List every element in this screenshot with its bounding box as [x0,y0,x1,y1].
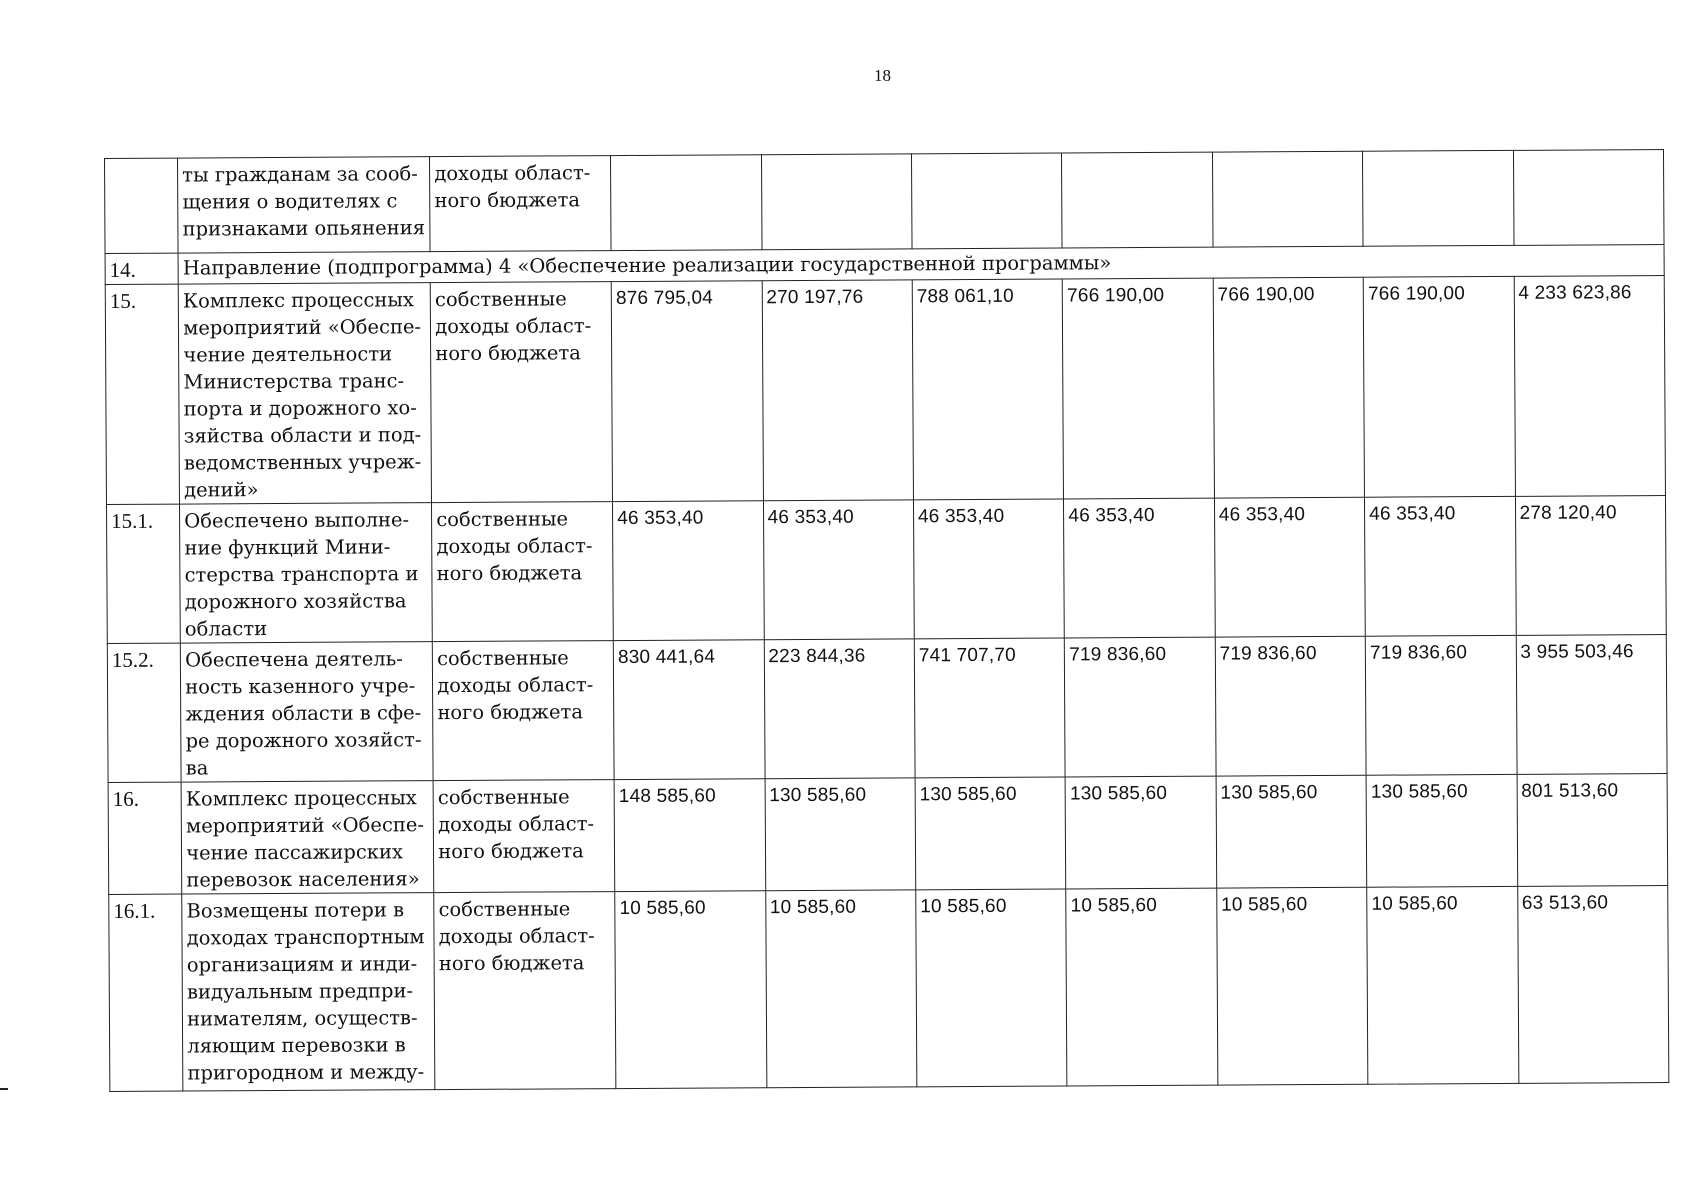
year-value-cell [911,153,1062,249]
funding-source-line: собственные [434,287,567,312]
total-value-cell: 4 233 623,86 [1514,276,1666,497]
year-value-cell: 876 795,04 [611,281,763,502]
year-value-cell: 10 585,60 [765,890,917,1088]
row-number-cell [105,158,179,253]
funding-source-line: ного бюджета [435,341,581,366]
funding-source-line: доходы област- [437,673,594,698]
activity-name-line: ние функций Мини- [184,535,391,560]
budget-table [104,149,1669,1092]
activity-name-cell [181,781,434,894]
year-value-cell: 148 585,60 [614,779,765,892]
year-value-cell: 46 353,40 [1064,498,1215,638]
activity-name-line: мероприятий «Обеспе- [185,813,425,838]
table-row [108,774,1668,895]
funding-source-line: доходы област- [438,924,595,949]
year-value-cell: 10 585,60 [1066,888,1218,1086]
activity-name-line: Обеспечено выполне- [184,508,410,533]
activity-name-line: Комплекс процессных [182,288,414,313]
activity-name-line: дорожного хозяйства [184,589,407,614]
funding-source-cell [434,892,616,1090]
year-value-cell: 766 190,00 [1063,278,1215,499]
year-value-cell [611,155,762,251]
activity-name-line: ведомственных учреж- [183,450,422,475]
funding-source-line: собственные [438,897,571,922]
activity-name-line: ре дорожного хозяйст- [185,728,422,753]
activity-name-line: нимателям, осуществ- [187,1006,418,1031]
activity-name-line: Возмещены потери в [186,898,405,923]
table-row [105,276,1665,505]
year-value-cell: 46 353,40 [913,499,1064,639]
activity-name-cell [180,642,433,782]
year-value-cell: 46 353,40 [613,501,764,641]
year-value-cell [1363,150,1514,246]
funding-source-line: доходы област- [435,314,592,339]
activity-name-line: пригородном и между- [187,1060,425,1085]
row-number-cell: 15.1. [106,504,180,643]
funding-source-cell [430,282,612,503]
funding-source-line: доходы област- [436,534,593,559]
funding-source-cell [432,502,614,642]
year-value-cell: 766 190,00 [1213,277,1365,498]
activity-name-line: щения о водителях с [182,189,398,214]
year-value-cell: 719 836,60 [1065,637,1216,777]
activity-name-line: мероприятий «Обеспе- [183,315,422,340]
table-row [107,635,1667,783]
funding-source-line: ного бюджета [438,951,585,976]
activity-name-line: Министерства транс- [183,369,405,394]
funding-source-line: ного бюджета [434,188,581,213]
activity-name-cell [182,893,435,1091]
scan-margin-mark [0,1088,8,1090]
year-value-cell: 719 836,60 [1215,636,1366,776]
year-value-cell: 130 585,60 [1366,774,1517,887]
year-value-cell: 223 844,36 [764,639,915,779]
activity-name-line: организациям и инди- [186,952,418,977]
table-body [105,150,1669,1092]
funding-source-cell [433,780,615,893]
year-value-cell: 46 353,40 [1365,496,1516,636]
activity-name-line: перевозок населения» [186,867,420,892]
year-value-cell: 130 585,60 [1216,775,1367,888]
activity-name-line: ляющим перевозки в [187,1033,406,1058]
year-value-cell: 10 585,60 [916,889,1068,1087]
activity-name-line: видуальным предпри- [186,979,414,1004]
row-number-cell: 15. [105,284,179,504]
section-heading-cell: Направление (подпрограмма) 4 «Обеспечение реализации государственной программы» [178,245,1664,285]
year-value-cell: 741 707,70 [914,638,1065,778]
activity-name-line: ты гражданам за сооб- [182,162,418,187]
activity-name-line: чение деятельности [183,342,393,367]
activity-name-line: Комплекс процессных [185,786,417,811]
funding-source-line: ного бюджета [436,561,583,586]
funding-source-line: ного бюджета [438,839,584,864]
activity-name-cell [178,283,431,504]
activity-name-line: ва [185,756,209,780]
page-number: 18 [874,66,891,85]
total-value-cell: 278 120,40 [1515,496,1666,636]
year-value-cell: 46 353,40 [763,500,914,640]
funding-source-line: собственные [436,507,569,532]
activity-name-line: порта и дорожного хо- [183,396,417,421]
year-value-cell: 130 585,60 [915,777,1066,890]
year-value-cell: 46 353,40 [1214,497,1365,637]
year-value-cell: 130 585,60 [1065,776,1216,889]
year-value-cell [1062,152,1213,248]
row-number-cell: 16. [108,782,182,894]
year-value-cell: 10 585,60 [1216,887,1368,1085]
row-number-cell: 16.1. [109,894,183,1091]
funding-source-cell [432,641,614,781]
row-number-cell: 15.2. [107,643,181,782]
activity-name-line: признаками опьянения [182,216,426,241]
year-value-cell: 270 197,76 [762,280,914,501]
year-value-cell: 10 585,60 [1367,886,1519,1084]
funding-source-line: доходы област- [437,812,595,837]
year-value-cell: 766 190,00 [1363,276,1515,497]
funding-source-cell [430,156,611,252]
year-value-cell: 830 441,64 [613,640,764,780]
activity-name-line: ждения области в сфе- [185,701,422,726]
year-value-cell [1212,151,1363,247]
activity-name-line: стерства транспорта и [184,562,419,587]
activity-name-line: Обеспечена деятель- [184,647,403,672]
table-row [105,150,1665,254]
row-number-cell: 14. [105,253,178,284]
activity-name-line: дений» [184,478,259,502]
total-value-cell [1513,150,1664,246]
funding-source-line: ного бюджета [437,700,583,725]
total-value-cell: 63 513,60 [1517,886,1669,1084]
table-row [109,886,1669,1092]
activity-name-line: области [184,617,268,641]
funding-source-line: доходы област- [434,161,591,186]
year-value-cell: 130 585,60 [765,778,916,891]
funding-source-line: собственные [437,646,569,671]
total-value-cell: 801 513,60 [1517,774,1668,887]
year-value-cell: 719 836,60 [1365,635,1516,775]
year-value-cell [761,154,912,250]
year-value-cell: 788 061,10 [912,279,1064,500]
activity-name-line: зяйства области и под- [183,423,422,448]
table-row [106,496,1666,644]
activity-name-line: ность казенного учре- [185,674,416,699]
activity-name-cell [178,157,431,253]
activity-name-line: доходах транспортным [186,925,425,950]
total-value-cell: 3 955 503,46 [1516,635,1667,775]
funding-source-line: собственные [437,785,570,810]
activity-name-cell [180,503,433,643]
year-value-cell: 10 585,60 [615,891,767,1089]
activity-name-line: чение пассажирских [186,840,404,865]
